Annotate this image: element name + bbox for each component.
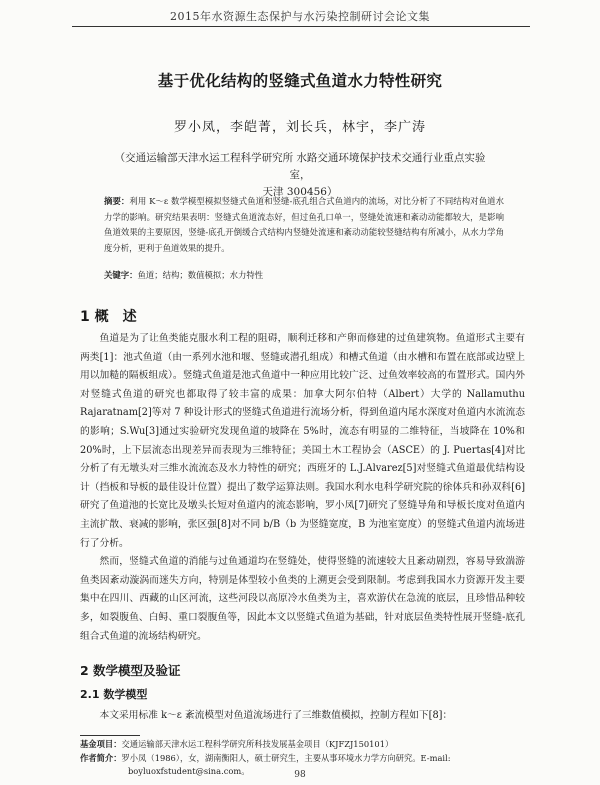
abstract bbox=[104, 194, 504, 256]
author-list: 罗小凤，李皑菁，刘长兵，林宇，李广涛 bbox=[173, 120, 426, 135]
author-bio-label: 作者简介： bbox=[80, 752, 122, 763]
keywords-text: 鱼道；结构；数值模拟；水力特性 bbox=[137, 270, 264, 280]
author-bio-text: 罗小凤（1986），女，湖南衡阳人，硕士研究生，主要从事环境水力学方向研究。E-mail: bbox=[121, 752, 451, 763]
page-number: 98 bbox=[294, 770, 306, 780]
keywords bbox=[104, 268, 504, 282]
header-rule bbox=[72, 26, 530, 27]
abstract-text: 利用 K～ε 数学模型模拟竖缝式鱼道和竖缝-底孔组合式鱼道内的流场，对比分析了不同结构对鱼道水力学的影响。研究结果表明：竖缝式鱼道流态好，但过鱼孔口单一，竖缝处流速和紊动动能都较大，是影响鱼道效果的主要原因，竖缝-底孔开倒缓合式结构内竖缝处流速和紊动动能较竖缝结构有所减小，从水力学角度分析，更利于鱼道效果的提升。 bbox=[104, 196, 505, 253]
section-1-body bbox=[80, 330, 525, 646]
footnote-rule bbox=[80, 735, 140, 736]
author-email: boyluoxfstudent@sina.com。 bbox=[128, 766, 250, 776]
keywords-label: 关键字： bbox=[104, 270, 138, 280]
section-2-heading: 2 数学模型及验证 bbox=[80, 663, 181, 678]
abstract-label: 摘要： bbox=[104, 196, 130, 206]
section-1-paragraph-1: 鱼道是为了让鱼类能克服水利工程的阻碍，顺利迁移和产卵而修建的过鱼建筑物。鱼道形式主要有两类[1]：池式鱼道（由一系列水池和堰、竖缝或潜孔组成）和槽式鱼道（由水槽和布置在底部或边壁上用以加糙的隔板组成）。竖缝式鱼道是池式鱼道中一种应用比较广泛、过鱼效率较高的布置形式。国内外对竖缝式鱼道的研究也都取得了较丰富的成果：加拿大阿尔伯特（Albert）大学的 Nallamuthu Rajaratnam[2]等对 7 种设计形式的竖缝式鱼道进行流场分析，得到鱼道内尾水深度对鱼道内水流流态的影响；S.Wu[3]通过实验研究发现鱼道的坡降在 5%时，流态有明显的二维特征，当坡降在 10%和 20%时，上下层流态出现差异而表现为三维特征；美国土木工程协会（ASCE）的 J. Puertas[4]对比分析了有无墩头对三维水流流态及水力特性的研究；西班牙的 L.J.Alvarez[5]对竖缝式鱼道最优结构设计（挡板和导板的最佳设计位置）提出了数学运算法则。我国水利水电科学研究院的徐体兵和孙双科[6]研究了鱼道池的长宽比及墩头长短对鱼道内的流态影响，罗小凤[7]研究了竖缝导角和导板长度对鱼道内主流扩散、衰减的影响，张区强[8]对不同 b/B（b 为竖缝宽度，B 为池室宽度）的竖缝式鱼道内流场进行了分析。 bbox=[80, 333, 525, 549]
fund-text: 交通运输部天津水运工程科学研究所科技发展基金项目（KJFZJ150101） bbox=[121, 739, 394, 749]
affiliation-line-1: （交通运输部天津水运工程科学研究所 水路交通环境保护技术交通行业重点实验室， bbox=[114, 152, 486, 181]
section-2-paragraph: 本文采用标准 k～ε 紊流模型对鱼道流场进行了三维数值模拟，控制方程如下[8]： bbox=[99, 710, 453, 721]
affiliation-line-2: 天津 300456） bbox=[262, 186, 338, 198]
running-header: 2015年水资源生态保护与水污染控制研讨会论文集 bbox=[170, 10, 430, 23]
paper-title: 基于优化结构的竖缝式鱼道水力特性研究 bbox=[157, 72, 443, 90]
fund-label: 基金项目： bbox=[80, 739, 122, 749]
section-1-paragraph-2: 然而，竖缝式鱼道的消能与过鱼通道均在竖缝处，使得竖缝的流速较大且紊动剧烈，容易导致湍游鱼类因紊动漩涡而迷失方向，特别是体型较小鱼类的上溯更会受到限制。考虑到我国水力资源开发主要集中在四川、西藏的山区河流，这些河段以高原冷水鱼类为主，喜欢游伏在急流的底层，且珍惜品种较多，如裂腹鱼、白鲟、重口裂腹鱼等，因此本文以竖缝式鱼道为基础，针对底层鱼类特性展开竖缝-底孔组合式鱼道的流场结构研究。 bbox=[80, 556, 525, 642]
subsection-2-1-heading: 2.1 数学模型 bbox=[80, 688, 148, 701]
section-1-heading: 1 概 述 bbox=[80, 309, 137, 325]
